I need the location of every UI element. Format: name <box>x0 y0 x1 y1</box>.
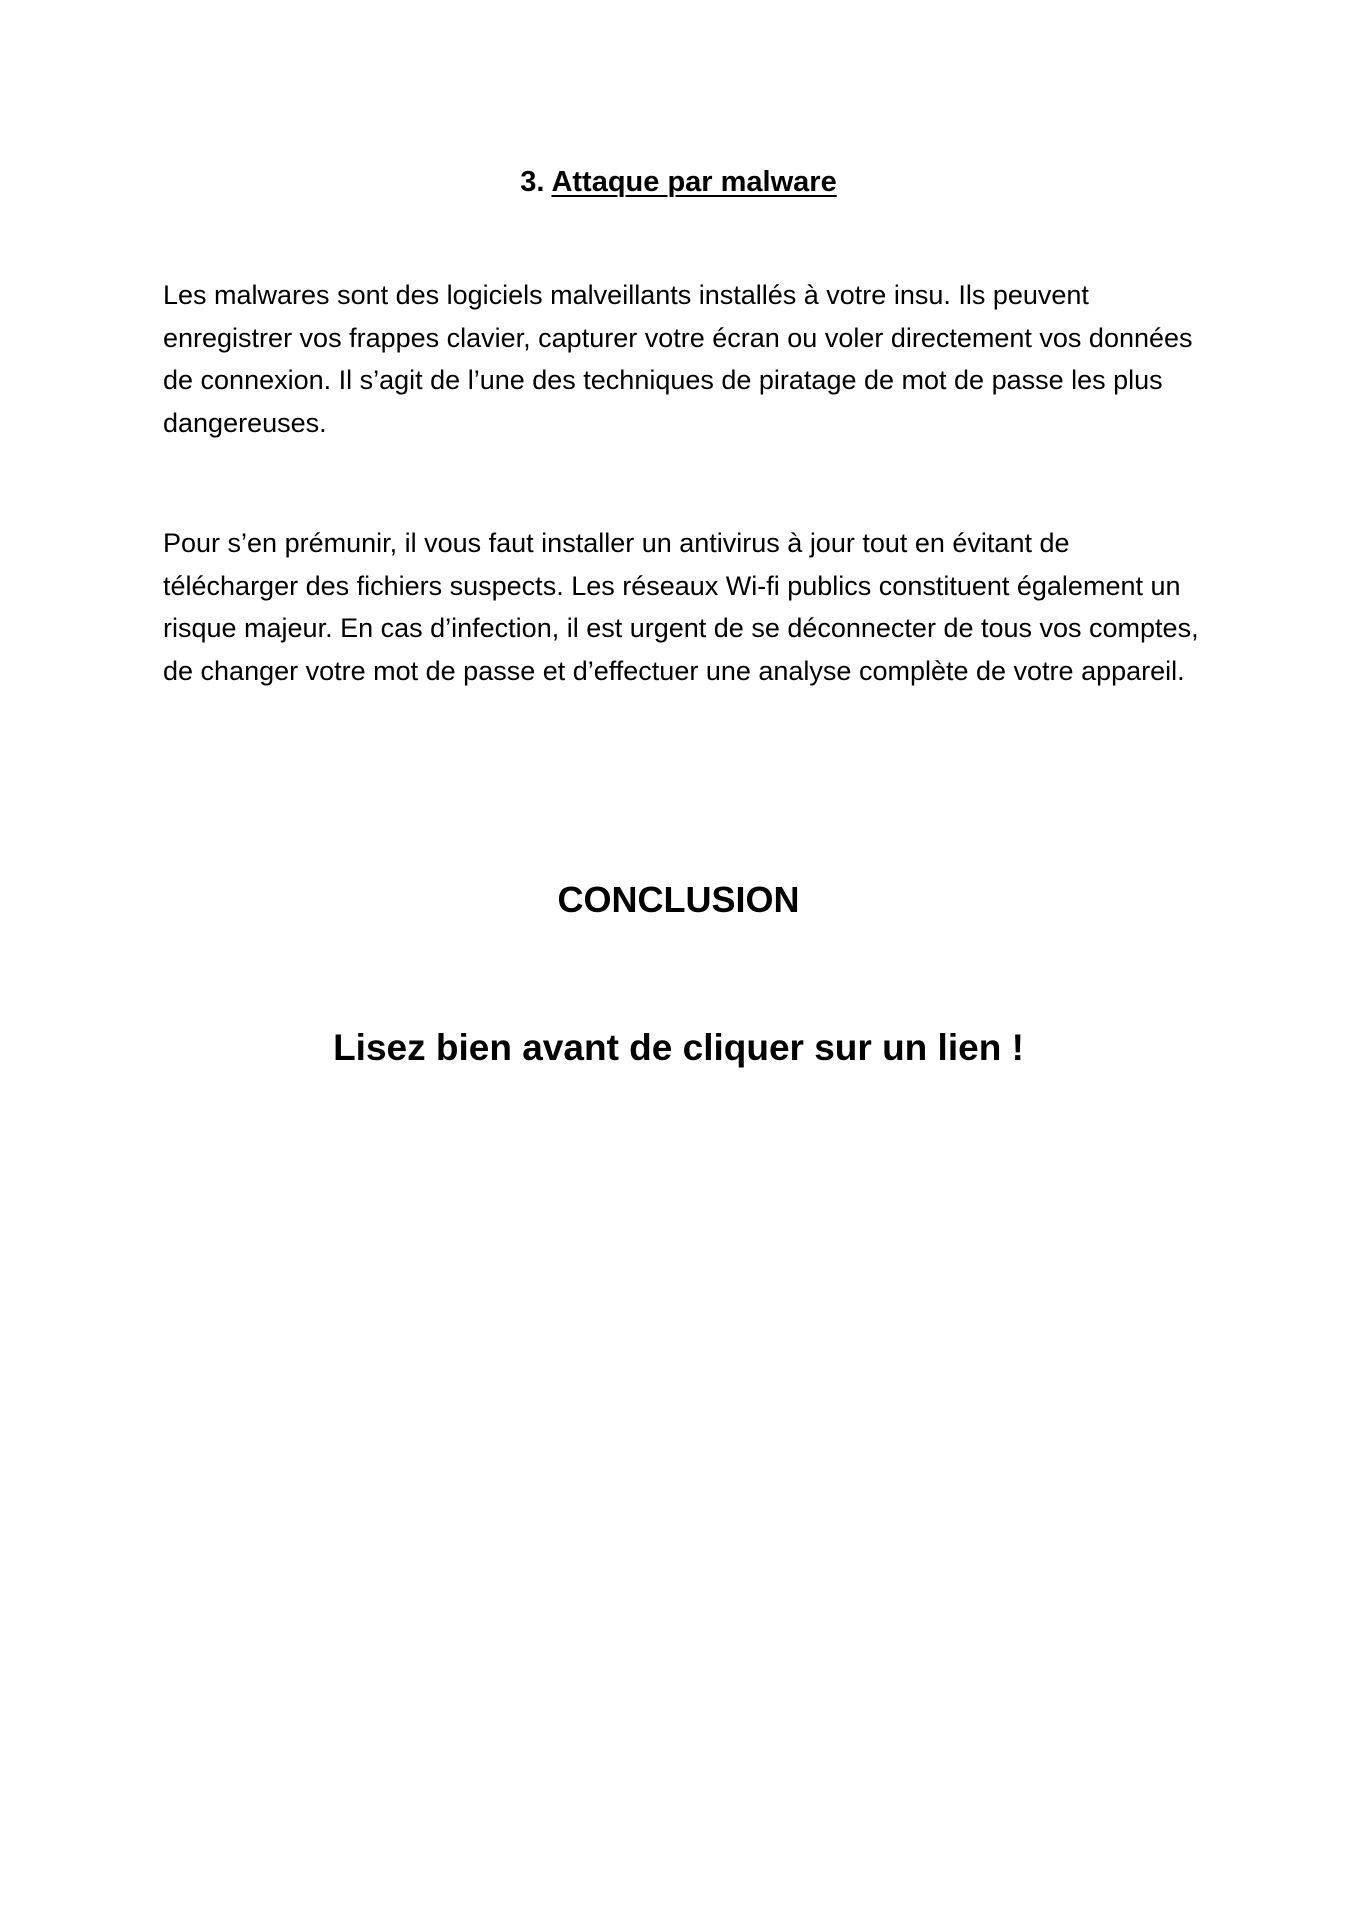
conclusion-heading: CONCLUSION <box>557 879 800 920</box>
section-heading <box>0 162 1357 202</box>
conclusion-message: Lisez bien avant de cliquer sur un lien ! <box>333 1027 1024 1068</box>
paragraph-malware-prevention: Pour s’en prémunir, il vous faut installer un antivirus à jour tout en évitant de télécharger des fichiers suspects. Les réseaux Wi-fi publics constituent également un risque majeur. En cas d’infection, il est urgent de se déconnecter de tous vos comptes, de changer votre mot de passe et d’effectuer une analyse complète de votre appareil. <box>163 528 1199 686</box>
section-title: Attaque par malware <box>551 166 837 198</box>
section-number: 3. <box>520 166 545 198</box>
paragraph-malware-description: Les malwares sont des logiciels malveillants installés à votre insu. Ils peuvent enregistrer vos frappes clavier, capturer votre écran ou voler directement vos données de connexion. Il s’agit de l’une des techniques de piratage de mot de passe les plus dangereuses. <box>163 280 1193 438</box>
